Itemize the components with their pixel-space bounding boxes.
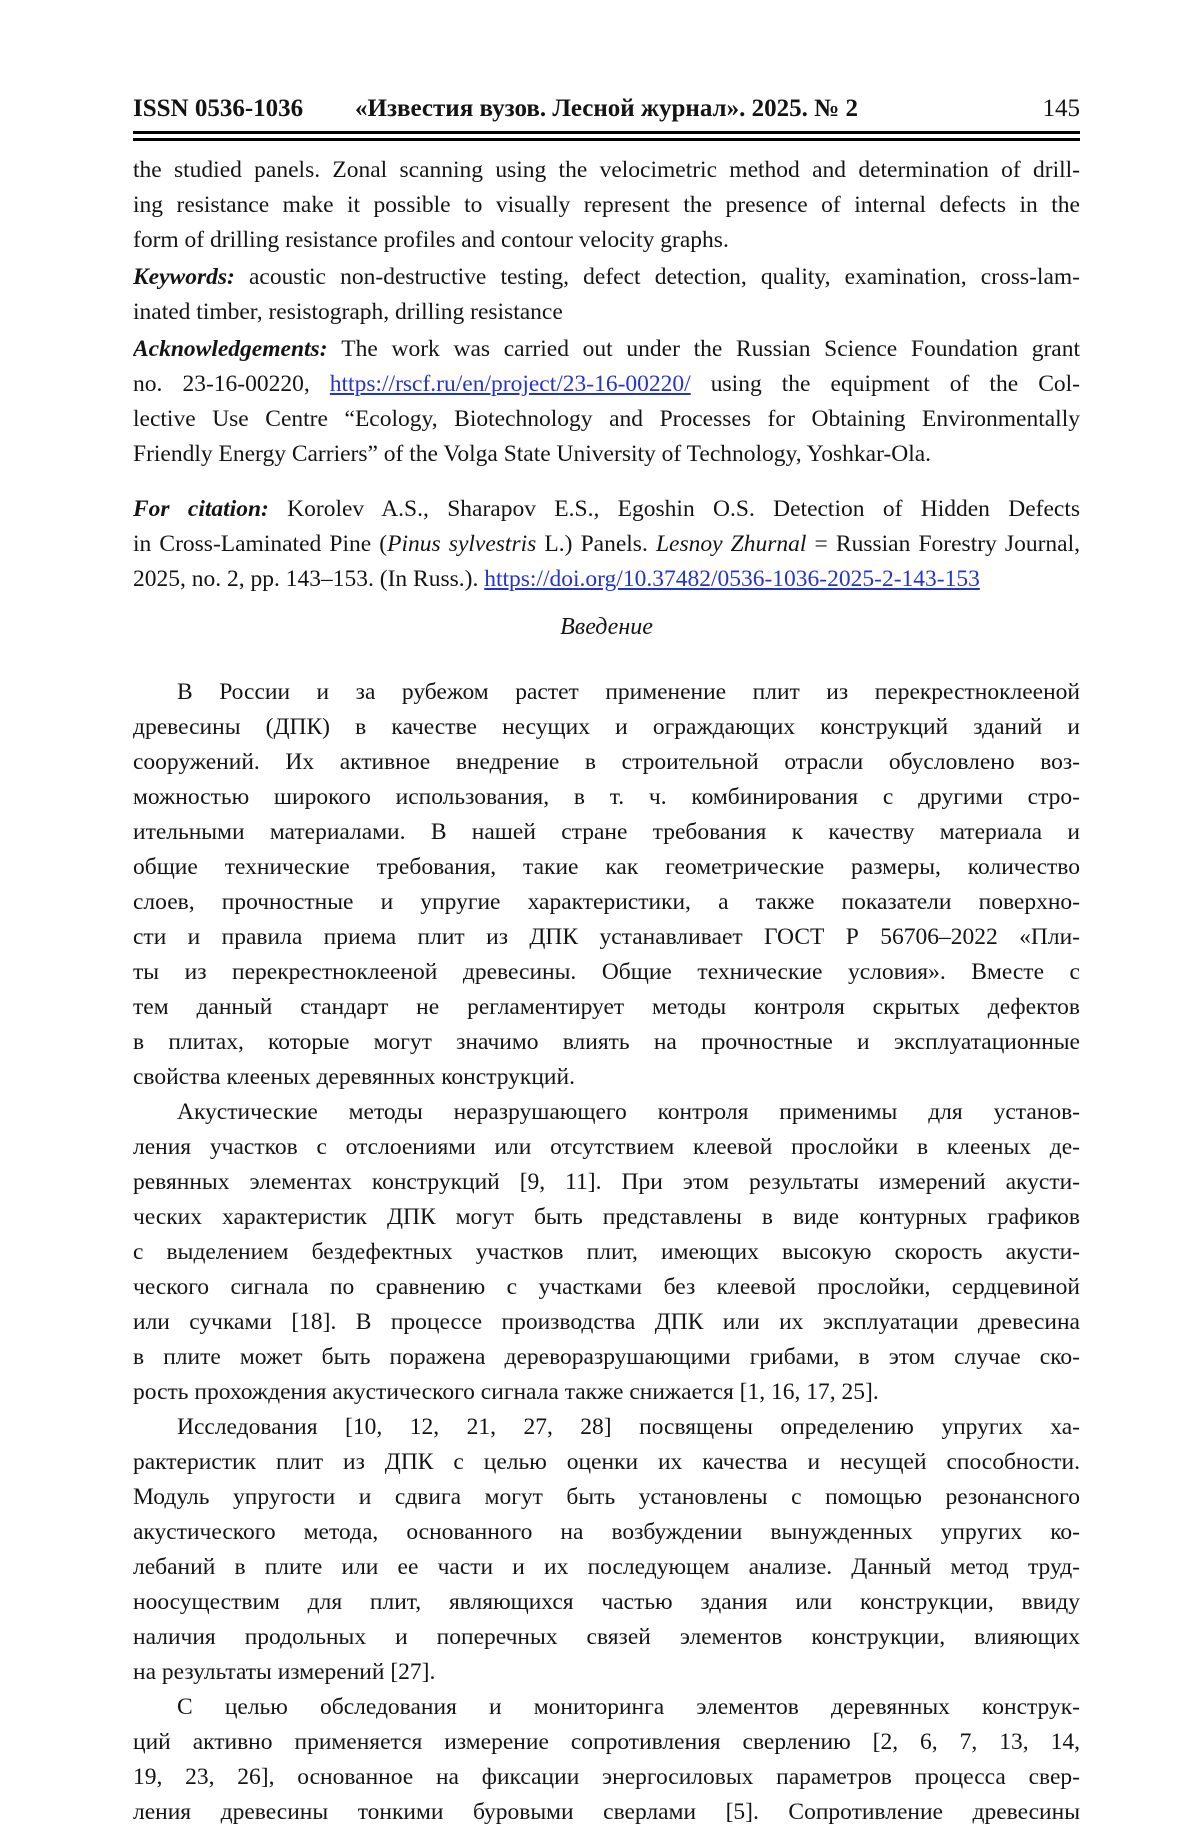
hyperlink[interactable]: https://doi.org/10.37482/0536-1036-2025-2-143-153 — [484, 566, 980, 592]
text-line — [133, 1585, 1080, 1620]
text-segment: свойства клееных деревянных конструкций. — [133, 1064, 575, 1090]
keywords-paragraph — [133, 260, 1080, 330]
italic-text: Lesnoy Zhurnal — [655, 531, 807, 557]
header-rule — [133, 131, 1080, 141]
text-segment: inated timber, resistograph, drilling resistance — [133, 299, 563, 325]
abstract-continuation — [133, 153, 1080, 258]
text-segment: L.) Panels. — [536, 531, 656, 557]
intro-paragraph-2 — [133, 1095, 1080, 1410]
page-header — [133, 92, 1080, 126]
text-segment: Korolev A.S., Sharapov E.S., Egoshin O.S. Detection of Hidden Defects — [287, 496, 1080, 522]
text-line — [133, 367, 1080, 402]
text-line — [133, 1235, 1080, 1270]
text-segment: лебаний в плите или ее части и их последующем анализе. Данный метод труд- — [133, 1554, 1080, 1580]
text-segment: общие технические требования, такие как геометрические размеры, количество — [133, 854, 1080, 880]
text-line — [133, 990, 1080, 1025]
text-line — [133, 745, 1080, 780]
text-line — [133, 1165, 1080, 1200]
text-line — [133, 562, 1080, 597]
text-segment: древесины (ДПК) в качестве несущих и ограждающих конструкций зданий и — [133, 714, 1080, 740]
text-segment: наличия продольных и поперечных связей элементов конструкции, влияющих — [133, 1624, 1080, 1650]
intro-paragraph-1 — [133, 675, 1080, 1095]
text-line — [133, 1270, 1080, 1305]
text-segment: lective Use Centre “Ecology, Biotechnology and Processes for Obtaining Environmentally — [133, 406, 1080, 432]
text-segment: слоев, прочностные и упругие характеристики, а также показатели поверхно- — [133, 889, 1080, 915]
text-segment: ревянных элементах конструкций [9, 11]. При этом результаты измерений акусти- — [133, 1169, 1080, 1195]
text-line — [133, 1305, 1080, 1340]
text-line — [133, 1795, 1080, 1830]
text-segment: in Cross-Laminated Pine ( — [133, 531, 388, 557]
text-line — [133, 1655, 1080, 1690]
page-number: 145 — [1042, 95, 1080, 122]
text-segment: ческого сигнала по сравнению с участками без клеевой прослойки, сердцевиной — [133, 1274, 1080, 1300]
text-line — [133, 1445, 1080, 1480]
text-segment: рость прохождения акустического сигнала также снижается [1, 16, 17, 25]. — [133, 1379, 879, 1405]
text-line — [133, 1690, 1080, 1725]
text-segment: the studied panels. Zonal scanning using the velocimetric method and determination of drill- — [133, 157, 1080, 183]
text-line — [133, 1060, 1080, 1095]
text-segment: form of drilling resistance profiles and contour velocity graphs. — [133, 227, 729, 253]
text-segment: ноосуществим для плит, являющихся частью здания или конструкции, ввиду — [133, 1589, 1080, 1615]
text-line — [133, 153, 1080, 188]
text-segment: на результаты измерений [27]. — [133, 1659, 436, 1685]
text-segment: Акустические методы неразрушающего контроля применимы для установ- — [177, 1099, 1080, 1125]
text-segment: сти и правила приема плит из ДПК устанавливает ГОСТ Р 56706–2022 «Пли- — [133, 924, 1080, 950]
text-segment: 2025, no. 2, pp. 143–153. (In Russ.). — [133, 566, 485, 592]
text-line — [133, 1515, 1080, 1550]
acknowledgements-paragraph — [133, 332, 1080, 472]
text-line — [133, 780, 1080, 815]
text-line — [133, 1410, 1080, 1445]
issn-label: ISSN 0536-1036 — [133, 95, 304, 122]
introduction-heading: Введение — [560, 614, 653, 640]
text-line — [133, 188, 1080, 223]
text-segment: acoustic non-destructive testing, defect detection, quality, examination, cross-lam- — [248, 264, 1080, 290]
text-line — [133, 1760, 1080, 1795]
text-segment: С целью обследования и мониторинга элементов деревянных конструк- — [177, 1694, 1080, 1720]
text-segment: с выделением бездефектных участков плит, имеющих высокую скорость акусти- — [133, 1239, 1080, 1265]
text-segment: в плитах, которые могут значимо влиять на прочностные и эксплуатационные — [133, 1029, 1080, 1055]
text-segment: ления участков с отслоениями или отсутствием клеевой прослойки в клееных де- — [133, 1134, 1080, 1160]
text-line — [133, 675, 1080, 710]
intro-paragraph-4 — [133, 1690, 1080, 1830]
text-line — [133, 332, 1080, 367]
text-line — [133, 885, 1080, 920]
text-line — [133, 223, 1080, 258]
text-line — [133, 1340, 1080, 1375]
italic-text: Pinus sylvestris — [387, 531, 537, 557]
text-segment: = Russian Forestry Journal, — [806, 531, 1080, 557]
text-line — [133, 1200, 1080, 1235]
text-line — [133, 1025, 1080, 1060]
lead-in-label: Acknowledgements: — [133, 336, 342, 362]
text-line — [133, 402, 1080, 437]
text-line — [133, 492, 1080, 527]
text-segment: акустического метода, основанного на возбуждении вынужденных упругих ко- — [133, 1519, 1080, 1545]
lead-in-label: For citation: — [133, 496, 288, 522]
text-segment: В России и за рубежом растет применение плит из перекрестноклееной — [177, 679, 1080, 705]
text-line — [133, 1620, 1080, 1655]
page-content — [133, 0, 1080, 1830]
intro-paragraph-3 — [133, 1410, 1080, 1690]
text-segment: ческих характеристик ДПК могут быть представлены в виде контурных графиков — [133, 1204, 1080, 1230]
text-line — [133, 1375, 1080, 1410]
text-line — [133, 437, 1080, 472]
text-line — [133, 527, 1080, 562]
text-segment: ing resistance make it possible to visually represent the presence of internal defects in the — [133, 192, 1080, 218]
text-segment: The work was carried out under the Russian Science Foundation grant — [341, 336, 1080, 362]
text-segment: no. 23-16-00220, — [133, 371, 330, 397]
text-line — [133, 710, 1080, 745]
text-line — [133, 1095, 1080, 1130]
text-segment: ления древесины тонкими буровыми сверлами [5]. Сопротивление древесины — [133, 1799, 1080, 1825]
text-line — [133, 1480, 1080, 1515]
text-segment: Исследования [10, 12, 21, 27, 28] посвящены определению упругих ха- — [177, 1414, 1080, 1440]
text-line — [133, 1550, 1080, 1585]
text-segment: тем данный стандарт не регламентирует методы контроля скрытых дефектов — [133, 994, 1080, 1020]
text-line — [133, 260, 1080, 295]
journal-title: «Известия вузов. Лесной журнал». 2025. № 2 — [355, 95, 858, 122]
text-segment: Модуль упругости и сдвига могут быть установлены с помощью резонансного — [133, 1484, 1080, 1510]
text-line — [133, 295, 1080, 330]
hyperlink[interactable]: https://rscf.ru/en/project/23-16-00220/ — [329, 371, 691, 397]
text-line — [133, 815, 1080, 850]
text-segment: в плите может быть поражена дереворазрушающими грибами, в этом случае ско- — [133, 1344, 1080, 1370]
lead-in-label: Keywords: — [133, 264, 249, 290]
text-line — [133, 955, 1080, 990]
citation-paragraph — [133, 492, 1080, 597]
text-line — [133, 1130, 1080, 1165]
text-segment: ций активно применяется измерение сопротивления сверлению [2, 6, 7, 13, 14, — [133, 1729, 1080, 1755]
text-line — [133, 920, 1080, 955]
text-segment: ты из перекрестноклееной древесины. Общие технические условия». Вместе с — [133, 959, 1080, 985]
text-segment: можностью широкого использования, в т. ч. комбинирования с другими стро- — [133, 784, 1080, 810]
text-segment: using the equipment of the Col- — [690, 371, 1080, 397]
text-segment: рактеристик плит из ДПК с целью оценки их качества и несущей способности. — [133, 1449, 1080, 1475]
text-line — [133, 1725, 1080, 1760]
text-segment: 19, 23, 26], основанное на фиксации энергосиловых параметров процесса свер- — [133, 1764, 1080, 1790]
text-segment: Friendly Energy Carriers” of the Volga State University of Technology, Yoshkar-Ola. — [133, 441, 932, 467]
document-body — [133, 153, 1080, 1830]
text-line — [133, 850, 1080, 885]
text-segment: или сучками [18]. В процессе производства ДПК или их эксплуатации древесина — [133, 1309, 1080, 1335]
text-segment: сооружений. Их активное внедрение в строительной отрасли обусловлено воз- — [133, 749, 1080, 775]
text-segment: ительными материалами. В нашей стране требования к качеству материала и — [133, 819, 1080, 845]
